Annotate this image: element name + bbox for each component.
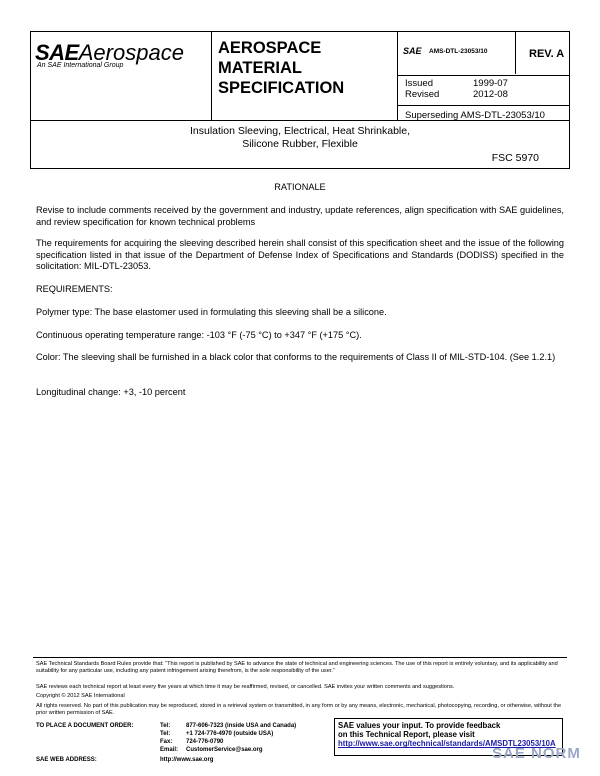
issued-label: Issued bbox=[405, 78, 433, 89]
review-notice: SAE reviews each technical report at least every five years at which time it may be reaffirmed, revised, or cancelled. SAE invites your written comments and suggestions. bbox=[36, 684, 455, 690]
color-paragraph: Color: The sleeving shall be furnished in a black color that conforms to the requirements of Class II of MIL-STD-104. (See 1.2.1) bbox=[36, 352, 556, 362]
tel2-label: Tel: bbox=[160, 731, 171, 737]
feedback-line-1: SAE values your input. To provide feedback bbox=[338, 721, 501, 730]
polymer-type-paragraph: Polymer type: The base elastomer used in formulating this sleeving shall be a silicone. bbox=[36, 307, 387, 317]
email-link[interactable]: CustomerService@sae.org bbox=[186, 747, 263, 753]
web-address-link[interactable]: http://www.sae.org bbox=[160, 757, 214, 763]
longitudinal-change-paragraph: Longitudinal change: +3, -10 percent bbox=[36, 387, 186, 397]
email-label: Email: bbox=[160, 747, 179, 753]
document-number: AMS-DTL-23053/10 bbox=[429, 48, 488, 55]
copyright-notice: Copyright © 2012 SAE International bbox=[36, 693, 125, 699]
rights-notice: All rights reserved. No part of this publication may be reproduced, stored in a retrieval system or transmitted, in any form or by any means, electronic, mechanical, photocopying, recording, or otherwise, without the prior written permission of SAE. bbox=[36, 703, 562, 716]
rationale-heading: RATIONALE bbox=[274, 182, 326, 192]
order-label: TO PLACE A DOCUMENT ORDER: bbox=[36, 723, 134, 729]
revision-label: REV. A bbox=[529, 48, 565, 60]
header-rule bbox=[397, 105, 569, 106]
logo-subtitle: An SAE International Group bbox=[37, 62, 124, 69]
header-divider bbox=[211, 32, 212, 120]
document-title-line-2: Silicone Rubber, Flexible bbox=[242, 138, 358, 150]
issued-date: 1999-07 bbox=[473, 78, 508, 89]
requirements-intro-paragraph: The requirements for acquiring the sleeving described herein shall consist of this specification sheet and the issue of the following specification listed in that issue of the Department of Defense Index of Specifications and Standards (DODISS) specified in the solicitation: MIL-DTL-23053. bbox=[36, 238, 564, 271]
requirements-heading: REQUIREMENTS: bbox=[36, 284, 113, 294]
document-title-line-1: Insulation Sleeving, Electrical, Heat Shrinkable, bbox=[189, 125, 411, 137]
header-divider bbox=[515, 32, 516, 74]
sae-norm-watermark: SAE NORM bbox=[492, 745, 581, 762]
web-address-label: SAE WEB ADDRESS: bbox=[36, 757, 97, 763]
tel2-value: +1 724-776-4970 (outside USA) bbox=[186, 731, 274, 737]
footer-divider bbox=[33, 657, 567, 658]
board-rules-notice: SAE Technical Standards Board Rules provide that: “This report is published by SAE to advance the state of technical and engineering sciences. The use of this report is entirely voluntary, and its applicability and suitability for any particular use, including any patent infringement arising therefrom, is the sole responsibility of the user.” bbox=[36, 661, 558, 674]
superseding-note: Superseding AMS-DTL-23053/10 bbox=[405, 110, 545, 121]
title-block bbox=[30, 121, 570, 169]
feedback-line-2: on this Technical Report, please visit bbox=[338, 730, 475, 740]
tel1-label: Tel: bbox=[160, 723, 171, 729]
fax-value: 724-776-0790 bbox=[186, 739, 224, 745]
fsc-code: FSC 5970 bbox=[491, 152, 539, 164]
spec-title: AEROSPACE MATERIAL SPECIFICATION bbox=[218, 39, 345, 97]
sae-small-logo: SAE bbox=[403, 46, 422, 56]
revised-label: Revised bbox=[405, 89, 440, 100]
feedback-link[interactable]: http://www.sae.org/technical/standards/AMSDTL23053/10A bbox=[338, 739, 556, 749]
revised-date: 2012-08 bbox=[473, 89, 508, 100]
sae-aerospace-logo: SAEAerospace bbox=[35, 40, 184, 65]
header-divider bbox=[397, 32, 398, 120]
temperature-range-paragraph: Continuous operating temperature range: -103 °F (-75 °C) to +347 °F (+175 °C). bbox=[36, 330, 362, 340]
tel1-value: 877-606-7323 (inside USA and Canada) bbox=[186, 723, 297, 729]
header-box bbox=[30, 31, 570, 121]
header-rule bbox=[397, 75, 569, 76]
fax-label: Fax: bbox=[160, 739, 173, 745]
rationale-paragraph: Revise to include comments received by the government and industry, update references, align specification with SAE guidelines, and review specification for known technical problems bbox=[36, 205, 564, 227]
